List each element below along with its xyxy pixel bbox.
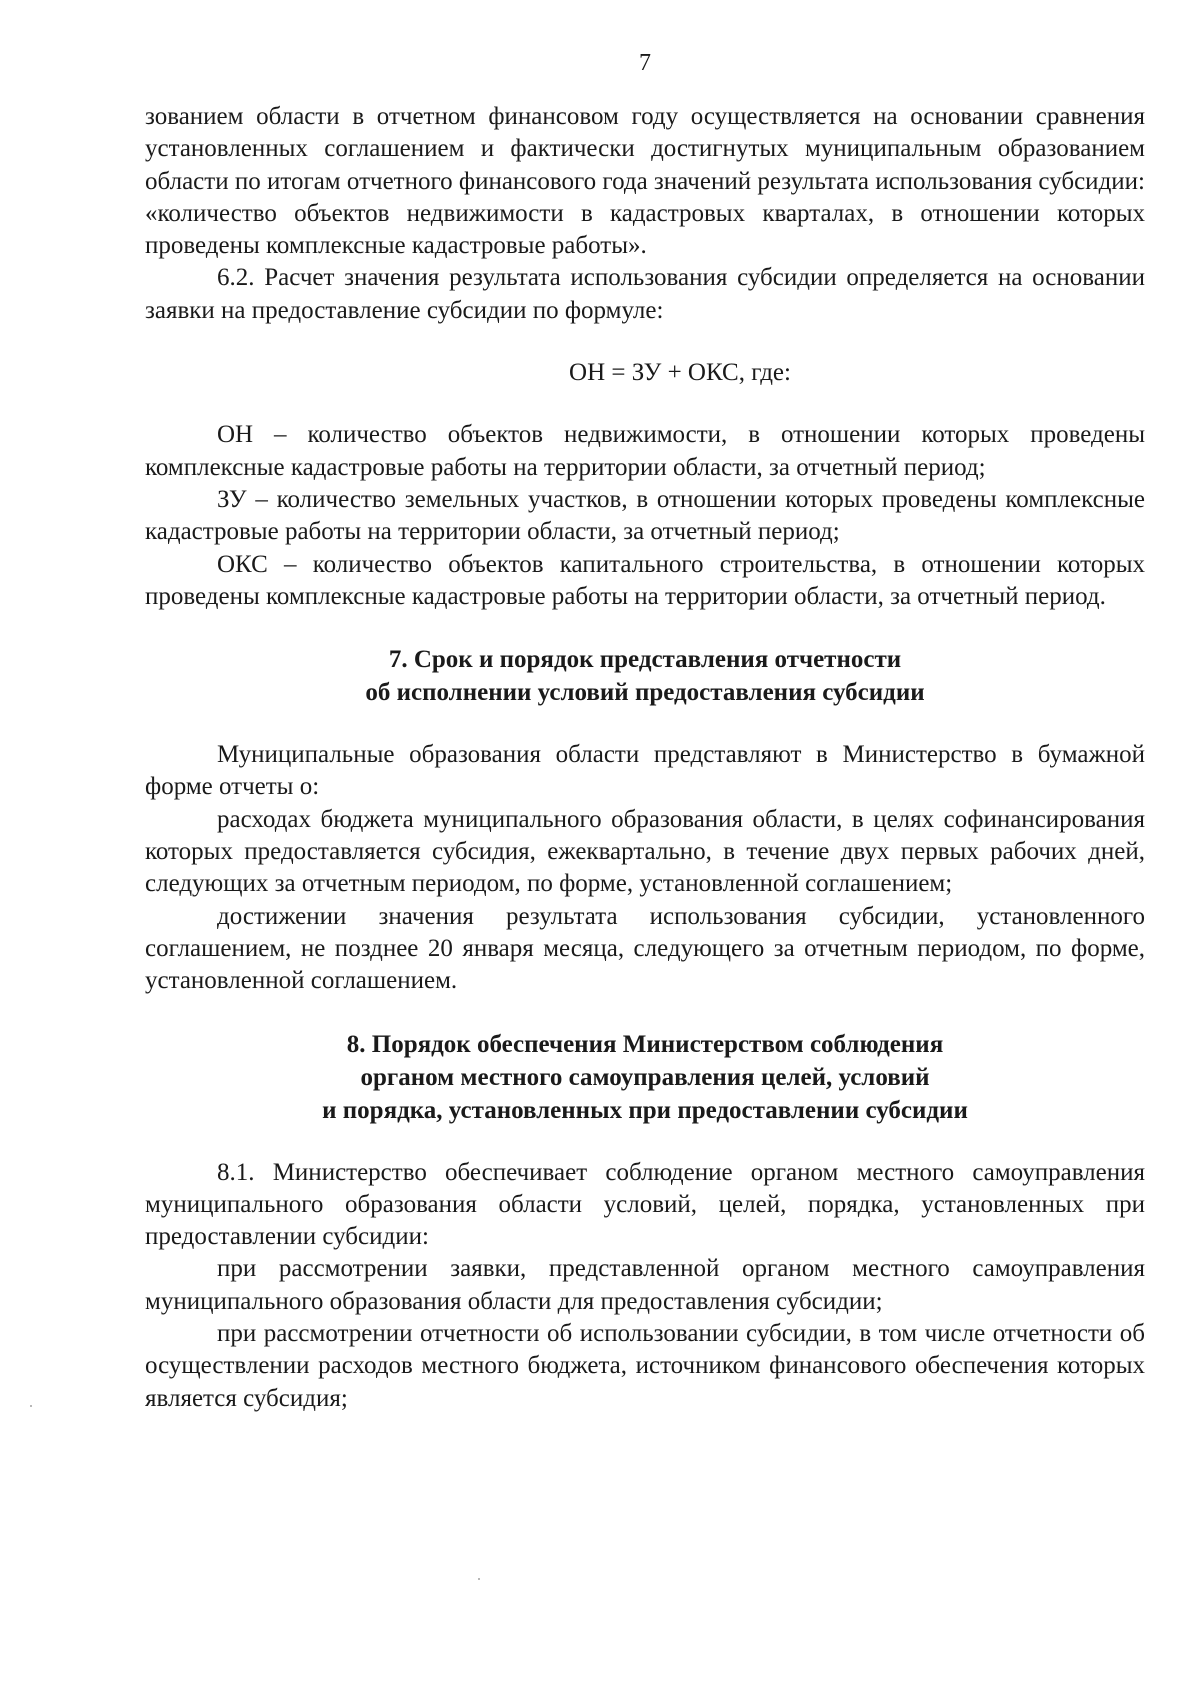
- scan-speck: [30, 1405, 32, 1407]
- formula: ОН = ЗУ + ОКС, где:: [569, 359, 791, 387]
- section-8-heading-line: и порядка, установленных при предоставлении субсидии: [322, 1096, 968, 1124]
- paragraph-reporting-review: при рассмотрении отчетности об использовании субсидии, в том числе отчетности об осуществлении расходов местного бюджета, источником финансового обеспечения которых является субсидия;: [145, 1320, 1145, 1412]
- definition-oh: ОН – количество объектов недвижимости, в отношении которых проведены комплексные кадастровые работы на территории области, за отчетный период;: [145, 421, 1145, 481]
- definition-oks: ОКС – количество объектов капитального строительства, в отношении которых проведены комплексные кадастровые работы на территории области, за отчетный период.: [145, 550, 1145, 610]
- section-7-heading: [145, 643, 1145, 709]
- paragraph-expenses: расходах бюджета муниципального образования области, в целях софинансирования которых предоставляется субсидия, ежеквартально, в течение двух первых рабочих дней, следующих за отчетным периодом, по форме, установленной соглашением;: [145, 805, 1145, 898]
- section-8-heading-line: 8. Порядок обеспечения Министерством соблюдения: [346, 1030, 944, 1058]
- section-8-heading: [145, 1028, 1145, 1127]
- paragraph-reports-intro: Муниципальные образования области представляют в Министерство в бумажной форме отчеты о:: [145, 741, 1145, 801]
- paragraph-achievement: достижении значения результата использования субсидии, установленного соглашением, не позднее 20 января месяца, следующего за отчетным периодом, по форме, установленной соглашением.: [145, 902, 1145, 995]
- section-7-heading-line: 7. Срок и порядок представления отчетности: [388, 646, 902, 674]
- paragraph-8-1: 8.1. Министерство обеспечивает соблюдение органом местного самоуправления муниципального образования области условий, целей, порядка, установленных при предоставлении субсидии:: [145, 1158, 1145, 1251]
- definition-zu: ЗУ – количество земельных участков, в отношении которых проведены комплексные кадастровые работы на территории области, за отчетный период;: [145, 485, 1145, 546]
- paragraph-application-review: при рассмотрении заявки, представленной органом местного самоуправления муниципального образования области для предоставления субсидии;: [145, 1255, 1145, 1315]
- paragraph-continuation: зованием области в отчетном финансовом году осуществляется на основании сравнения установленных соглашением и фактически достигнутых муниципальным образованием области по итогам отчетного финансового года значений результата использования субсидии: «количество объектов недвижимости в кадастровых кварталах, в отношении которых проведены комплексные кадастровые работы».: [145, 103, 1145, 260]
- scan-speck: [478, 1578, 480, 1580]
- document-body: [145, 101, 1145, 1415]
- page-number: 7: [639, 50, 651, 76]
- section-7-heading-line: об исполнении условий предоставления субсидии: [365, 679, 925, 707]
- paragraph-6-2: 6.2. Расчет значения результата использования субсидии определяется на основании заявки на предоставление субсидии по формуле:: [145, 264, 1145, 324]
- section-8-heading-line: органом местного самоуправления целей, условий: [360, 1063, 930, 1091]
